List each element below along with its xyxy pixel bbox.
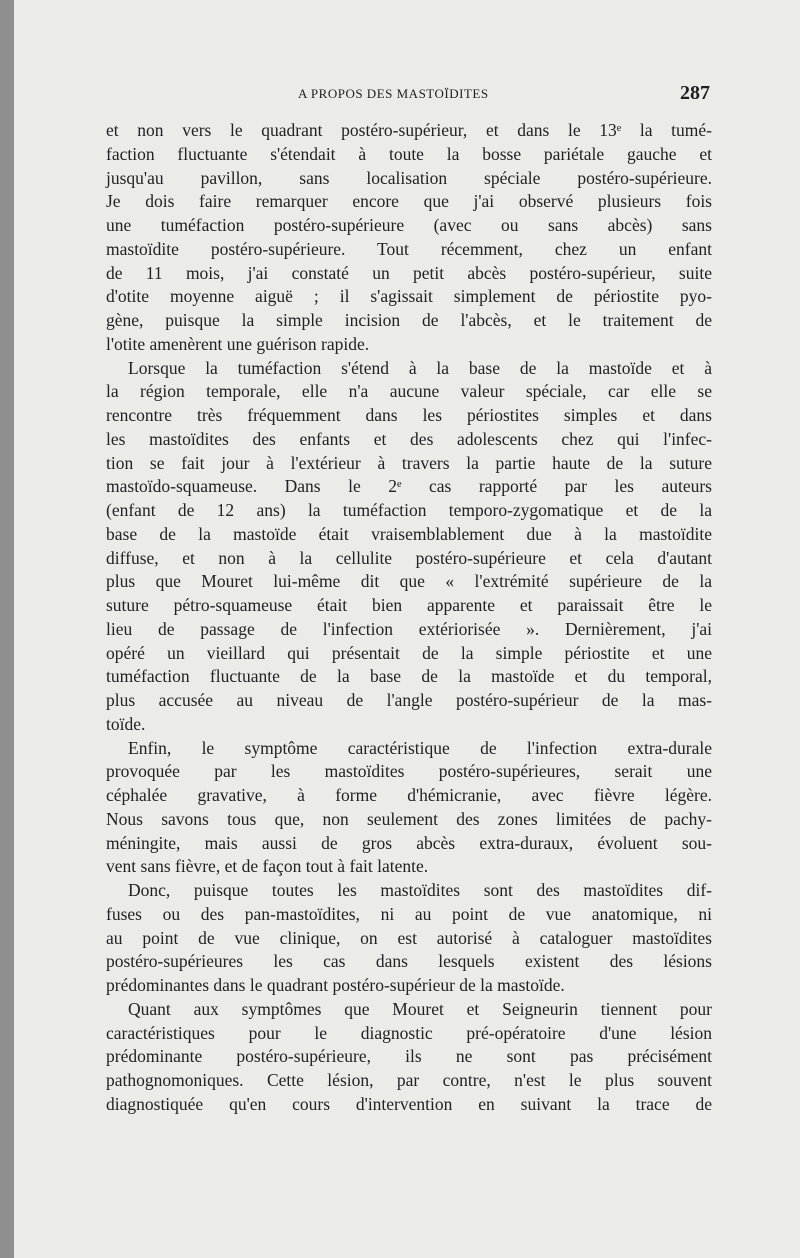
page-number: 287 bbox=[680, 82, 710, 104]
text-line: mastoïdo-squameuse. Dans le 2ᵉ cas rapporté par les auteurs bbox=[106, 476, 712, 497]
text-line: Nous savons tous que, non seulement des zones limitées de pachy- bbox=[106, 808, 712, 829]
text-line: prédominantes dans le quadrant postéro-supérieur de la mastoïde. bbox=[106, 975, 565, 995]
text-line: toïde. bbox=[106, 713, 146, 734]
text-line: les mastoïdites des enfants et des adolescents chez qui l'infec- bbox=[106, 428, 712, 449]
paragraph bbox=[106, 357, 712, 737]
text-line: caractéristiques pour le diagnostic pré-opératoire d'une lésion bbox=[106, 1022, 712, 1043]
text-line: plus que Mouret lui-même dit que « l'extrémité supérieure de la bbox=[106, 571, 712, 592]
text-line: plus accusée au niveau de l'angle postéro-supérieur de la mas- bbox=[106, 690, 712, 710]
text-line: suture pétro-squameuse était bien apparente et paraissait être le bbox=[106, 595, 712, 615]
paragraph bbox=[106, 119, 712, 357]
text-line: vent sans fièvre, et de façon tout à fait latente. bbox=[106, 856, 429, 877]
text-line: prédominante postéro-supérieure, ils ne sont pas précisément bbox=[106, 1046, 712, 1067]
text-line: tion se fait jour à l'extérieur à travers la partie haute de la suture bbox=[106, 452, 712, 473]
text-line: méningite, mais aussi de gros abcès extra-duraux, évoluent sou- bbox=[106, 832, 712, 853]
text-line: tuméfaction fluctuante de la base de la mastoïde et du temporal, bbox=[106, 666, 712, 687]
text-line: au point de vue clinique, on est autorisé à cataloguer mastoïdites bbox=[106, 927, 712, 948]
text-line: Quant aux symptômes que Mouret et Seigneurin tiennent pour bbox=[128, 998, 712, 1019]
paragraph bbox=[106, 737, 712, 880]
text-line: de 11 mois, j'ai constaté un petit abcès postéro-supérieur, suite bbox=[106, 262, 712, 283]
text-line: l'otite amenèrent une guérison rapide. bbox=[106, 333, 370, 354]
text-line: céphalée gravative, à forme d'hémicranie, avec fièvre légère. bbox=[106, 785, 712, 805]
text-line: et non vers le quadrant postéro-supérieur, et dans le 13ᵉ la tumé- bbox=[106, 120, 712, 140]
text-line: diagnostiquée qu'en cours d'intervention en suivant la trace de bbox=[106, 1093, 712, 1114]
text-line: mastoïdite postéro-supérieure. Tout récemment, chez un enfant bbox=[106, 238, 712, 259]
text-line: Enfin, le symptôme caractéristique de l'infection extra-durale bbox=[128, 737, 712, 758]
body-text bbox=[106, 119, 712, 1117]
text-line: une tuméfaction postéro-supérieure (avec ou sans abcès) sans bbox=[106, 215, 712, 235]
paragraph bbox=[106, 879, 712, 998]
text-line: opéré un vieillard qui présentait de la simple périostite et une bbox=[106, 642, 712, 663]
text-line: base de la mastoïde était vraisemblablement due à la mastoïdite bbox=[106, 523, 712, 544]
text-line: provoquée par les mastoïdites postéro-supérieures, serait une bbox=[106, 761, 712, 782]
paragraph bbox=[106, 998, 712, 1117]
running-head bbox=[14, 82, 800, 106]
book-page bbox=[14, 0, 800, 1258]
text-line: diffuse, et non à la cellulite postéro-supérieure et cela d'autant bbox=[106, 547, 712, 568]
text-line: Je dois faire remarquer encore que j'ai observé plusieurs fois bbox=[106, 191, 712, 212]
text-line: d'otite moyenne aiguë ; il s'agissait simplement de périostite pyo- bbox=[106, 286, 712, 307]
text-line: (enfant de 12 ans) la tuméfaction temporo-zygomatique et de la bbox=[106, 500, 712, 520]
text-line: rencontre très fréquemment dans les périostites simples et dans bbox=[106, 405, 712, 425]
text-line: postéro-supérieures les cas dans lesquels existent des lésions bbox=[106, 951, 712, 972]
text-line: fuses ou des pan-mastoïdites, ni au point de vue anatomique, ni bbox=[106, 903, 712, 924]
text-line: Donc, puisque toutes les mastoïdites sont des mastoïdites dif- bbox=[128, 880, 712, 900]
text-line: Lorsque la tuméfaction s'étend à la base de la mastoïde et à bbox=[128, 357, 712, 378]
text-line: lieu de passage de l'infection extériorisée ». Dernièrement, j'ai bbox=[106, 618, 712, 639]
running-title: A PROPOS DES MASTOÏDITES bbox=[298, 86, 489, 101]
text-line: la région temporale, elle n'a aucune valeur spéciale, car elle se bbox=[106, 381, 712, 402]
text-line: faction fluctuante s'étendait à toute la bosse pariétale gauche et bbox=[106, 143, 712, 164]
text-line: gène, puisque la simple incision de l'abcès, et le traitement de bbox=[106, 310, 712, 330]
text-line: jusqu'au pavillon, sans localisation spéciale postéro-supérieure. bbox=[106, 167, 712, 188]
text-line: pathognomoniques. Cette lésion, par contre, n'est le plus souvent bbox=[106, 1070, 712, 1090]
